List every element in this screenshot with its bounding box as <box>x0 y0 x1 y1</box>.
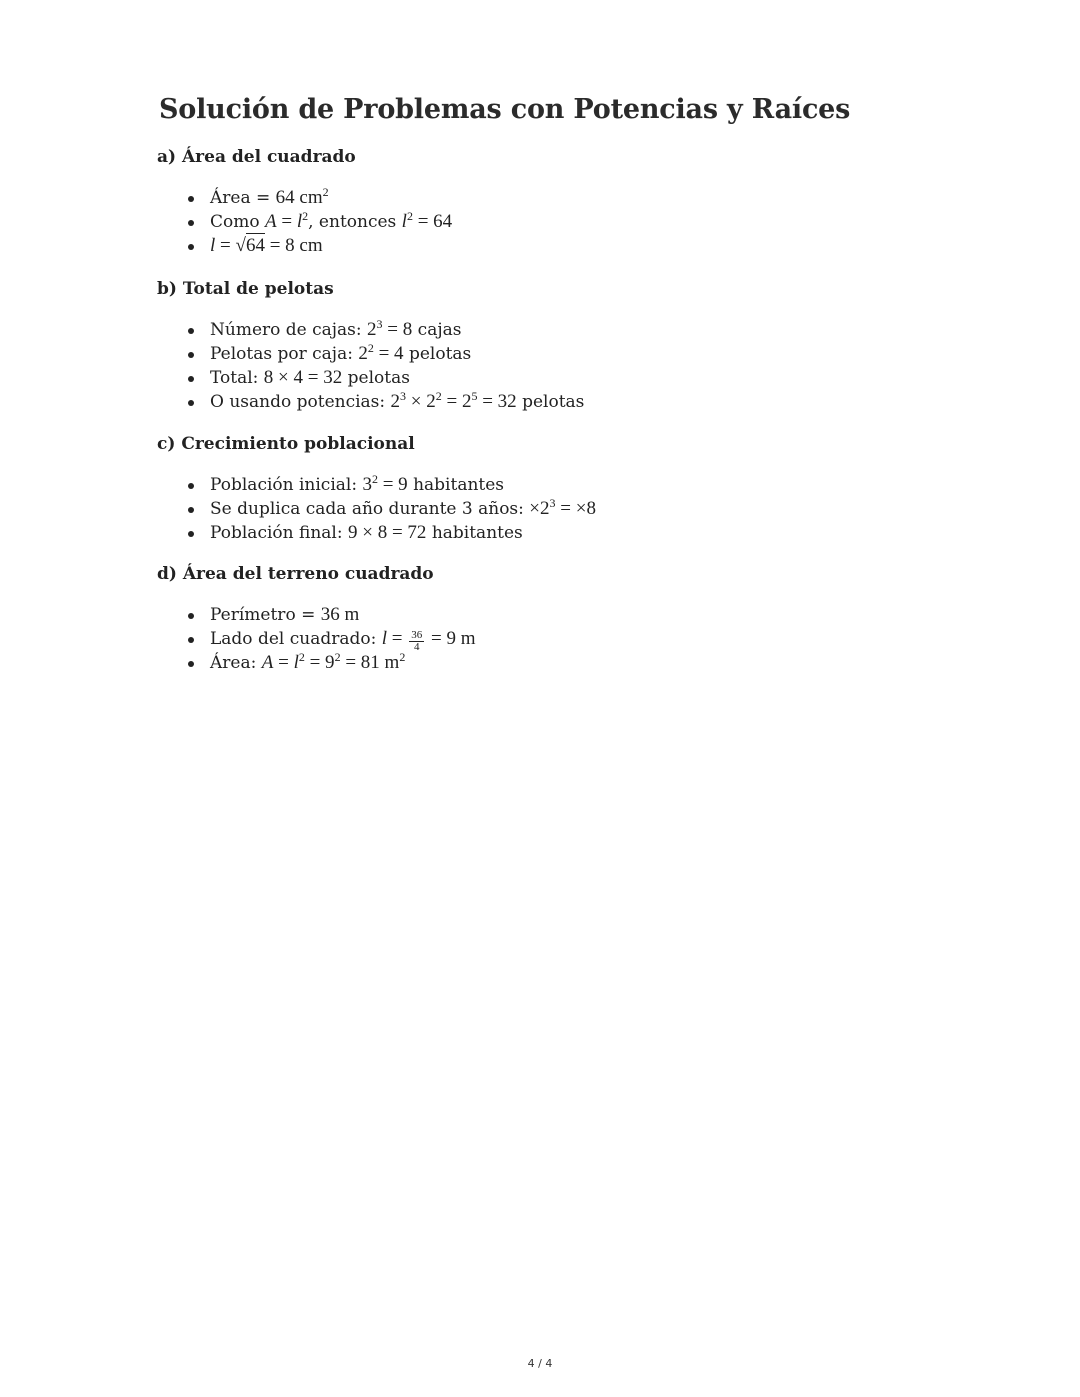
list-item: Población final: 9 × 8 = 72 habitantes <box>185 521 596 545</box>
section-b-list <box>185 318 584 414</box>
page-number: 4 / 4 <box>527 1357 553 1370</box>
section-heading-b: b) Total de pelotas <box>157 279 334 299</box>
list-item: Perímetro = 36 m <box>185 603 475 627</box>
list-item: O usando potencias: $2^3 \times 2^2 = 2^5 = 32$ pelotas <box>185 390 584 414</box>
section-heading-c: c) Crecimiento poblacional <box>157 434 415 454</box>
list-item: Total: 8 × 4 = 32 pelotas <box>185 366 584 390</box>
page-title: Solución de Problemas con Potencias y Raíces <box>159 94 851 125</box>
section-c-list <box>185 473 596 545</box>
list-item: Área = 64 $cm^2$ <box>185 186 452 210</box>
section-heading-a: a) Área del cuadrado <box>157 147 356 167</box>
list-item: Área: $A = l^2 = 9^2 = 81$ $m^2$ <box>185 651 475 675</box>
fraction: $\frac{36}{4}$ <box>411 629 423 653</box>
list-item: Lado del cuadrado: l = $\frac{36}{4}$ = 9 m <box>185 627 475 651</box>
section-d-list <box>185 603 475 675</box>
list-item: Pelotas por caja: $2^2 = 4$ pelotas <box>185 342 584 366</box>
section-a-list <box>185 186 452 258</box>
list-item: Número de cajas: $2^3 = 8$ cajas <box>185 318 584 342</box>
list-item: Se duplica cada año durante 3 años: $\times 2^3 = \times 8$ <box>185 497 596 521</box>
list-item: l = √64 = 8 cm <box>185 234 452 258</box>
list-item: Población inicial: $3^2 = 9$ habitantes <box>185 473 596 497</box>
list-item: Como $A = l^2$, entonces $l^2 = 64$ <box>185 210 452 234</box>
section-heading-d: d) Área del terreno cuadrado <box>157 564 434 584</box>
